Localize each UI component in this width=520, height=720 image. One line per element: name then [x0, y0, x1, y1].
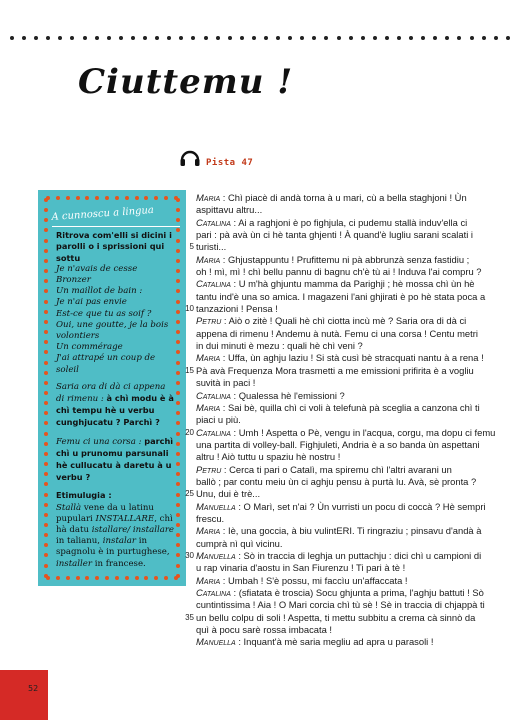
etymology-run: , chì hà datu — [56, 513, 173, 536]
border-dot — [44, 533, 48, 537]
dialogue-line — [196, 636, 502, 648]
line-number: 20 — [185, 427, 194, 437]
border-dot — [176, 421, 180, 425]
border-dot — [176, 564, 180, 568]
rule-dot — [10, 36, 14, 40]
dialogue-line — [185, 303, 502, 315]
speaker-name: Maria — [196, 525, 221, 537]
border-dot — [44, 482, 48, 486]
border-dot — [44, 513, 48, 517]
border-dot — [44, 350, 48, 354]
line-number: 15 — [185, 365, 194, 375]
border-dot — [44, 452, 48, 456]
rule-dot — [397, 36, 401, 40]
border-dot — [125, 196, 129, 200]
sidebar-question-1 — [56, 382, 176, 430]
border-dot — [56, 196, 60, 200]
border-dot — [44, 503, 48, 507]
border-dot — [176, 513, 180, 517]
rule-dot — [349, 36, 353, 40]
line-text: ballò ; par contu meiu ùn ci aghju pensu à purtà lu. Avà, sè pronta ? — [196, 475, 477, 487]
border-dot — [125, 576, 129, 580]
line-text: cumprà nì quì vicinu. — [196, 537, 283, 549]
rule-dot — [445, 36, 449, 40]
rule-dot — [46, 36, 50, 40]
dialogue-line — [196, 266, 502, 278]
headphones-icon — [178, 146, 202, 170]
border-dot — [176, 300, 180, 304]
rule-dot — [70, 36, 74, 40]
border-dot — [44, 259, 48, 263]
sidebar-divider — [52, 226, 180, 227]
line-text: Pà avà Frequenza Mora trasmetti a me emissioni prifirita è a vogliu — [196, 364, 474, 376]
etymology-note — [56, 490, 176, 569]
rule-dot — [119, 36, 123, 40]
rule-dot — [58, 36, 62, 40]
rule-dot — [240, 36, 244, 40]
speaker-name: Petru — [196, 463, 222, 475]
rule-dot — [252, 36, 256, 40]
border-dot — [174, 576, 178, 580]
dialogue-line — [196, 414, 502, 426]
border-dot — [44, 411, 48, 415]
page-title: Ciuttemu ! — [78, 62, 294, 102]
language-sidebar — [38, 190, 186, 586]
dialogue-line — [185, 611, 502, 624]
dialogue-line — [196, 501, 502, 513]
line-text: : Chì piacè di andà torna à u mari, cù a bella staghjoni ! Ùn — [220, 192, 467, 203]
sidebar-dots-top — [46, 196, 178, 200]
french-phrase: Bronzer — [56, 275, 91, 286]
speaker-name: Petru — [196, 315, 222, 327]
border-dot — [176, 543, 180, 547]
speaker-name: Manuella — [196, 549, 236, 561]
dialogue-line — [196, 476, 502, 488]
dialogue-line — [189, 241, 502, 253]
line-text: quì à pocu sarè rossa imbacata ! — [196, 624, 333, 636]
etymology-run: vene da u latinu pupulari — [56, 502, 154, 524]
border-dot — [44, 472, 48, 476]
rule-dot — [457, 36, 461, 40]
border-dot — [176, 218, 180, 222]
rule-dot — [95, 36, 99, 40]
line-text: : Ghjustappuntu ! Prufittemu ni pà abbrunzà senza fastidiu ; — [220, 253, 470, 265]
line-text: u rap vinaria d'aostu in San Fiurenzu ! Ti pari à tè ! — [196, 562, 406, 574]
dialogue-line — [196, 402, 502, 414]
line-text: : Uffa, ùn aghju laziu ! Si stà cusì bè stracquati nantu à a rena ! — [220, 352, 484, 364]
line-text: frescu. — [196, 512, 225, 524]
rule-dot — [276, 36, 280, 40]
border-dot — [44, 462, 48, 466]
line-text: : Cerca ti pari o Catalì, ma spiremu chì l'altri avarani un — [221, 463, 452, 475]
dialogue-text — [185, 192, 502, 649]
border-dot — [154, 576, 158, 580]
line-text: oh ! mì, mì ! chì bellu pannu di bagnu ch'è tù ai ! Induva l'ai compru ? — [196, 266, 482, 278]
french-phrase: J'ai attrapé un coup de soleil — [56, 353, 156, 375]
border-dot — [44, 371, 48, 375]
border-dot — [176, 381, 180, 385]
dialogue-line — [196, 575, 502, 587]
line-text: : Sò in traccia di leghja un puttachju : dici chì u campioni di — [235, 549, 482, 561]
rule-dot — [216, 36, 220, 40]
sidebar-question-2 — [56, 436, 176, 485]
speaker-name: Catalina — [196, 587, 231, 598]
etymology-run: instalar — [102, 536, 137, 547]
line-text: pari : pà avà ùn ci hè tanta ghjenti ! À quand'è lugliu sarani scalati i — [196, 229, 473, 241]
border-dot — [176, 310, 180, 314]
dialogue-line — [196, 624, 502, 636]
rule-dot — [143, 36, 147, 40]
border-dot — [66, 196, 70, 200]
border-dot — [176, 452, 180, 456]
rule-dot — [155, 36, 159, 40]
border-dot — [44, 249, 48, 253]
dialogue-line — [196, 229, 502, 241]
border-dot — [44, 300, 48, 304]
rule-dot — [470, 36, 474, 40]
rule-dot — [421, 36, 425, 40]
border-dot — [105, 196, 109, 200]
dialogue-line — [196, 328, 502, 340]
rule-dot — [288, 36, 292, 40]
french-phrase: Un commérage — [56, 342, 123, 353]
line-text: : Umbah ! S'è possu, mi faccìu un'affaccata ! — [220, 574, 408, 586]
line-text: : Aiò o zitè ! Quali hè chì ciotta incù mè ? Saria ora di dà ci — [221, 315, 467, 327]
dialogue-line — [196, 451, 502, 463]
border-dot — [176, 340, 180, 344]
speaker-name: Catalina — [196, 216, 231, 228]
speaker-name: Manuella — [196, 636, 236, 648]
rule-dot — [373, 36, 377, 40]
rule-dot — [506, 36, 510, 40]
french-phrase: Est-ce que tu as soif ? — [56, 308, 152, 319]
rule-dot — [482, 36, 486, 40]
border-dot — [174, 196, 178, 200]
speaker-name: Maria — [196, 253, 221, 265]
speaker-name: Catalina — [196, 389, 231, 401]
rule-dot — [433, 36, 437, 40]
border-dot — [44, 228, 48, 232]
etymology-run: in talianu, — [56, 536, 103, 547]
dialogue-line — [196, 439, 502, 451]
speaker-name: Maria — [196, 352, 221, 364]
etymology-run: Stallà — [56, 502, 82, 513]
border-dot — [176, 239, 180, 243]
border-dot — [44, 269, 48, 273]
line-text: suvità in paci ! — [196, 377, 256, 389]
dialogue-line — [185, 426, 502, 439]
line-text: : Iè, una goccia, à biu vulintERI. Ti ringraziu ; pinsavu d'andà à — [220, 525, 482, 537]
track-label: Pista 47 — [206, 158, 254, 168]
dialogue-line — [196, 587, 502, 599]
line-text: : Ai a raghjoni è po fighjula, ci pudemu stallà induv'ella ci — [230, 216, 468, 228]
rule-dot — [494, 36, 498, 40]
french-phrase-list — [56, 264, 176, 376]
etymology-text — [56, 503, 176, 570]
line-text: un bellu colpu di soli ! Aspetta, ti mettu subbitu a crema cà sinnò da — [196, 611, 476, 623]
border-dot — [85, 576, 89, 580]
border-dot — [44, 421, 48, 425]
dialogue-line — [196, 352, 502, 364]
border-dot — [44, 391, 48, 395]
border-dot — [76, 576, 80, 580]
border-dot — [44, 320, 48, 324]
border-dot — [115, 576, 119, 580]
border-dot — [176, 320, 180, 324]
border-dot — [176, 208, 180, 212]
rule-dot — [324, 36, 328, 40]
border-dot — [176, 442, 180, 446]
etymology-run: in spagnolu è in purtughese, — [56, 536, 170, 558]
border-dot — [44, 330, 48, 334]
french-phrase: Je n'avais de cesse — [56, 263, 138, 274]
etymology-run: installer — [56, 558, 92, 569]
border-dot — [176, 350, 180, 354]
border-dot — [44, 523, 48, 527]
border-dot — [44, 493, 48, 497]
rule-dot — [385, 36, 389, 40]
line-text: : (sfiatata è troscia) Socu ghjunta a prima, l'aghju battuti ! Sò — [230, 587, 484, 598]
border-dot — [176, 462, 180, 466]
line-text: : U m'hà ghjuntu mamma da Parighji ; hè mossa chì ùn hè — [230, 278, 475, 290]
line-text: appena di rimenu ! Andemu à nutà. Femu ci una corsa ! Centu metri — [196, 327, 478, 339]
line-text: cuntintissima ! Aia ! O Mari corcia chì tù sè ! Sè in traccia di chjappà ti — [196, 599, 485, 611]
border-dot — [105, 576, 109, 580]
dialogue-line — [196, 192, 502, 204]
top-dotted-rule — [10, 36, 510, 42]
speaker-name: Maria — [196, 192, 221, 203]
line-number: 30 — [185, 550, 194, 560]
line-text: turisti... — [196, 241, 227, 253]
speaker-name: Maria — [196, 574, 221, 586]
line-text: aspittavu altru... — [196, 204, 263, 216]
border-dot — [44, 340, 48, 344]
speaker-name: Maria — [196, 401, 221, 413]
border-dot — [44, 564, 48, 568]
rule-dot — [300, 36, 304, 40]
rule-dot — [191, 36, 195, 40]
border-dot — [164, 196, 168, 200]
rule-dot — [204, 36, 208, 40]
line-number: 35 — [185, 612, 194, 622]
rule-dot — [228, 36, 232, 40]
border-dot — [176, 279, 180, 283]
dialogue-line — [196, 562, 502, 574]
page-number: 52 — [28, 684, 39, 693]
rule-dot — [131, 36, 135, 40]
line-text: piaci u più. — [196, 414, 241, 426]
border-dot — [176, 259, 180, 263]
line-text: tantu ind'è una so amica. I magazeni l'ani ghjirati è po hè stata poca a — [196, 290, 486, 302]
border-dot — [56, 576, 60, 580]
speaker-name: Catalina — [196, 278, 231, 290]
line-text: : Qualessa hè l'emissioni ? — [230, 389, 345, 401]
border-dot — [176, 411, 180, 415]
border-dot — [144, 576, 148, 580]
rule-dot — [312, 36, 316, 40]
line-text: : Sai bè, quilla chì ci voli à telefunà pà sceglia a canzona chì ti — [220, 401, 480, 413]
dialogue-line — [196, 291, 502, 303]
border-dot — [176, 249, 180, 253]
question-1-text: à chì modu è à chì tempu hè u verbu cunghjucatu ? Parchì ? — [56, 393, 174, 428]
dialogue-line — [196, 390, 502, 402]
border-dot — [176, 432, 180, 436]
border-dot — [176, 533, 180, 537]
line-text: : O Marì, set n'ai ? Ùn vurristi un pocu di coccà ? Hè sempri — [235, 500, 486, 512]
rule-dot — [83, 36, 87, 40]
border-dot — [176, 523, 180, 527]
border-dot — [154, 196, 158, 200]
rule-dot — [107, 36, 111, 40]
border-dot — [95, 576, 99, 580]
border-dot — [176, 472, 180, 476]
border-dot — [176, 371, 180, 375]
sidebar-content — [51, 204, 176, 570]
border-dot — [176, 482, 180, 486]
border-dot — [176, 330, 180, 334]
line-number: 25 — [185, 489, 194, 499]
sidebar-heading: A cunnoscu a lingua — [51, 204, 155, 224]
border-dot — [44, 218, 48, 222]
rule-dot — [22, 36, 26, 40]
line-text: tanzazioni ! Pensa ! — [196, 303, 278, 315]
rule-dot — [361, 36, 365, 40]
rule-dot — [409, 36, 413, 40]
speaker-name: Manuella — [196, 500, 236, 512]
line-text: una partita di volley-ball. Fighjuleti, Andria è a so banda ùn aspettani — [196, 438, 480, 450]
border-dot — [115, 196, 119, 200]
dialogue-line — [196, 599, 502, 611]
border-dot — [44, 442, 48, 446]
border-dot — [176, 553, 180, 557]
border-dot — [44, 432, 48, 436]
dialogue-line — [196, 204, 502, 216]
dialogue-line — [185, 488, 502, 500]
border-dot — [46, 576, 50, 580]
line-number: 5 — [189, 242, 194, 252]
border-dot — [144, 196, 148, 200]
sidebar-dots-bottom — [46, 576, 178, 580]
sidebar-dots-left — [44, 198, 48, 578]
dialogue-line — [196, 538, 502, 550]
line-text: Unu, dui è trè... — [196, 488, 261, 500]
dialogue-line — [196, 513, 502, 525]
page-number-tab — [0, 670, 48, 720]
border-dot — [44, 381, 48, 385]
dialogue-line — [196, 254, 502, 266]
etymology-label: Etimulugia : — [56, 490, 112, 501]
border-dot — [95, 196, 99, 200]
dialogue-line — [196, 377, 502, 389]
speaker-name: Catalina — [196, 426, 231, 438]
sidebar-prompt: Ritrova com'elli si dicini i parolli o i sprissioni qui sottu — [56, 230, 172, 263]
french-phrase: Un maillot de bain : — [56, 286, 143, 297]
line-text: : Inquant'à mè saria megliu ad apra u parasoli ! — [235, 636, 434, 648]
line-text: : Umh ! Aspetta o Pè, vengu in l'acqua, corgu, ma dopu ci femu — [230, 426, 496, 438]
border-dot — [44, 361, 48, 365]
border-dot — [44, 239, 48, 243]
question-2-quote: Femu ci una corsa : — [56, 436, 145, 447]
border-dot — [135, 576, 139, 580]
etymology-run: INSTALLARE — [95, 513, 155, 524]
border-dot — [76, 196, 80, 200]
line-text: altru ! Aiò tuttu u spaziu hè nostru ! — [196, 451, 341, 463]
dialogue-line — [196, 464, 502, 476]
border-dot — [176, 391, 180, 395]
dialogue-line — [196, 340, 502, 352]
rule-dot — [34, 36, 38, 40]
border-dot — [66, 576, 70, 580]
border-dot — [85, 196, 89, 200]
border-dot — [44, 289, 48, 293]
dialogue-line — [196, 525, 502, 537]
etymology-run: in francese. — [91, 558, 146, 569]
border-dot — [46, 196, 50, 200]
french-phrase: Je n'ai pas envie — [56, 297, 127, 308]
border-dot — [44, 543, 48, 547]
dialogue-line — [196, 315, 502, 327]
question-2-text: parchì chì u prunomu parsunali hè cullucatu à daretu à u verbu ? — [56, 435, 174, 483]
dialogue-line — [196, 217, 502, 229]
rule-dot — [264, 36, 268, 40]
etymology-run: istallare/ installare — [91, 525, 175, 536]
border-dot — [176, 401, 180, 405]
border-dot — [44, 279, 48, 283]
sidebar-dots-right — [176, 198, 180, 578]
border-dot — [44, 208, 48, 212]
french-phrase: Oui, une goutte, je la bois volontiers — [56, 319, 169, 342]
border-dot — [176, 361, 180, 365]
dialogue-line — [185, 364, 502, 377]
border-dot — [176, 228, 180, 232]
border-dot — [176, 503, 180, 507]
rule-dot — [179, 36, 183, 40]
audio-track-marker[interactable] — [178, 145, 253, 171]
question-1-quote: Saria ora di dà ci appena di rimenu : — [56, 381, 166, 405]
line-text: in dui minuti è mezu : quali hè chì veni ? — [196, 340, 363, 352]
dialogue-line — [196, 278, 502, 290]
line-number: 10 — [185, 304, 194, 314]
dialogue-line — [185, 549, 502, 562]
border-dot — [135, 196, 139, 200]
border-dot — [44, 310, 48, 314]
rule-dot — [167, 36, 171, 40]
border-dot — [176, 289, 180, 293]
border-dot — [164, 576, 168, 580]
border-dot — [44, 553, 48, 557]
border-dot — [44, 401, 48, 405]
border-dot — [176, 493, 180, 497]
rule-dot — [337, 36, 341, 40]
border-dot — [176, 269, 180, 273]
